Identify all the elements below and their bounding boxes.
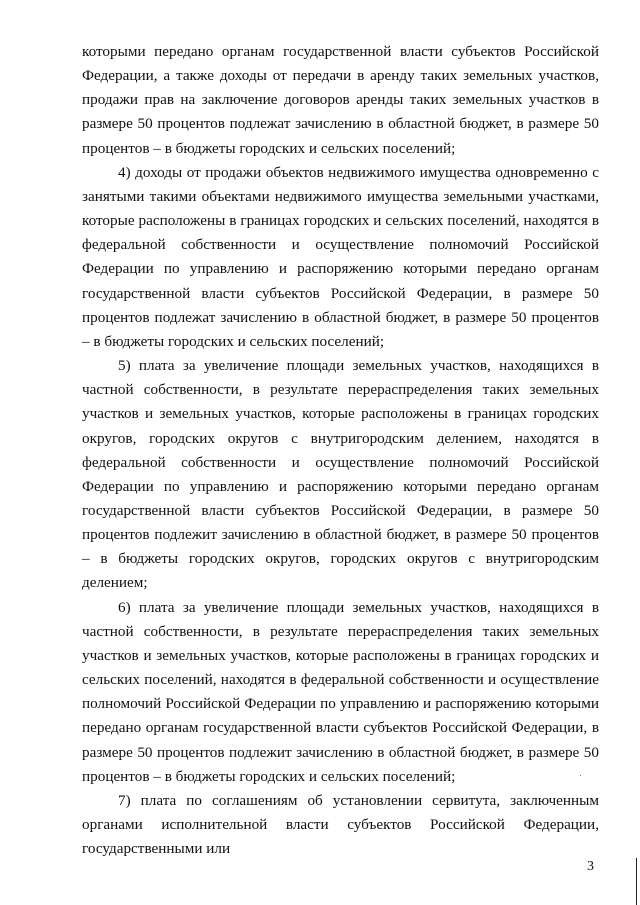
paragraph-item-6: 6) плата за увеличение площади земельных участков, находящихся в частной собственности, в результате перераспределения таких земельных участков и земельных участков, которые расположены в границах городских и сельских поселений, находятся в федеральной собственности и осуществление полномочий Российской Федерации по управлению и распоряжению которыми передано органам государственной власти субъектов Российской Федерации, в размере 50 процентов подлежит зачислению в областной бюджет, в размере 50 процентов – в бюджеты городских и сельских поселений; [82, 598, 599, 785]
paragraph-item-7: 7) плата по соглашениям об установлении сервитута, заключенным органами исполнительной власти субъектов Российской Федерации, государственными или [82, 791, 599, 858]
paragraph-item-4: 4) доходы от продажи объектов недвижимого имущества одновременно с занятыми такими объектами недвижимого имущества земельными участками, которые расположены в границах городских и сельских поселений, находятся в федеральной собственности и осуществление полномочий Российской Федерации по управлению и распоряжению которыми передано органам государственной власти субъектов Российской Федерации, в размере 50 процентов подлежат зачислению в областной бюджет, в размере 50 процентов – в бюджеты городских и сельских поселений; [82, 163, 599, 350]
document-body [82, 40, 599, 861]
scan-edge-line [636, 858, 637, 905]
page-number: 3 [587, 859, 594, 874]
paragraph-item-5: 5) плата за увеличение площади земельных участков, находящихся в частной собственности, в результате перераспределения таких земельных участков и земельных участков, которые расположены в границах городских округов, городских округов с внутригородским делением, находятся в федеральной собственности и осуществление полномочий Российской Федерации по управлению и распоряжению которыми передано органам государственной власти субъектов Российской Федерации, в размере 50 процентов подлежит зачислению в областной бюджет, в размере 50 процентов – в бюджеты городских округов, городских округов с внутригородским делением; [82, 357, 599, 592]
paragraph-continuation: которыми передано органам государственной власти субъектов Российской Федерации, а также доходы от передачи в аренду таких земельных участков, продажи прав на заключение договоров аренды таких земельных участков в размере 50 процентов подлежат зачислению в областной бюджет, в размере 50 процентов – в бюджеты городских и сельских поселений; [82, 43, 599, 157]
scan-speck [580, 775, 581, 776]
